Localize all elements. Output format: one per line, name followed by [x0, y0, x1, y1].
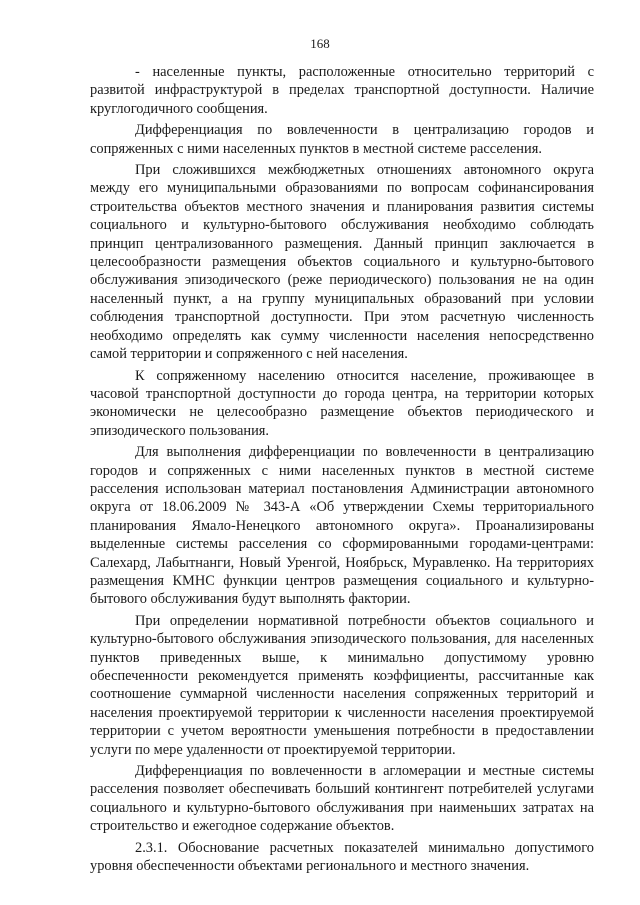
paragraph: Для выполнения дифференциации по вовлеченности в централизацию городов и сопряженных с ними населенных пунктов в местной системе расселения использован материал постановления Администрации автономного округа от 18.06.2009 № 343-А «Об утверждении Схемы территориального планирования Ямало-Ненецкого автономного округа». Проанализированы выделенные системы расселения со сформированными городами-центрами: Салехард, Лабытнанги, Новый Уренгой, Ноябрьск, Муравленко. На территориях размещения КМНС функции центров размещения социального и культурно-бытового обслуживания будут выполнять фактории. [90, 444, 594, 608]
paragraph: При сложившихся межбюджетных отношениях автономного округа между его муниципальными образованиями по вопросам софинансирования строительства объектов местного значения и планирования развития системы социального и культурно-бытового обслуживания необходимо соблюдать принцип централизованного размещения. Данный принцип заключается в целесообразности размещения объектов социального и культурно-бытового обслуживания эпизодического (реже периодического) пользования не на один населенный пункт, а на группу муниципальных образований при условии соблюдения транспортной доступности. При этом расчетную численность необходимо определять как сумму численности населения непосредственно самой территории и сопряженного с ней населения. [90, 162, 594, 363]
paragraph: Дифференциация по вовлеченности в централизацию городов и сопряженных с ними населенных пунктов в местной системе расселения. [90, 122, 594, 157]
page-number: 168 [310, 36, 330, 51]
section-heading: 2.3.1. Обоснование расчетных показателей минимально допустимого уровня обеспеченности объектами регионального и местного значения. [90, 839, 594, 875]
paragraph: - населенные пункты, расположенные относительно территорий с развитой инфраструктурой в пределах транспортной доступности. Наличие круглогодичного сообщения. [90, 64, 594, 117]
paragraph: Дифференциация по вовлеченности в агломерации и местные системы расселения позволяет обеспечивать больший контингент потребителей услугами социального и культурно-бытового обслуживания при наименьших затратах на строительство и ежегодное содержание объектов. [90, 763, 594, 835]
document-body [90, 63, 594, 878]
paragraph: К сопряженному населению относится население, проживающее в часовой транспортной доступности до города центра, на территории которых экономически не целесообразно размещение объектов периодического и эпизодического пользования. [90, 367, 594, 439]
paragraph: При определении нормативной потребности объектов социального и культурно-бытового обслуживания эпизодического пользования, для населенных пунктов приведенных выше, к минимально допустимому уровню обеспеченности рекомендуется применять коэффициенты, рассчитанные как соотношение суммарной численности населения сопряженных территорий и населения проектируемой территории к численности населения проектируемой территории с учетом вероятности уменьшения потребности в предоставлении услуги по мере удаленности от проектируемой территории. [90, 612, 594, 758]
